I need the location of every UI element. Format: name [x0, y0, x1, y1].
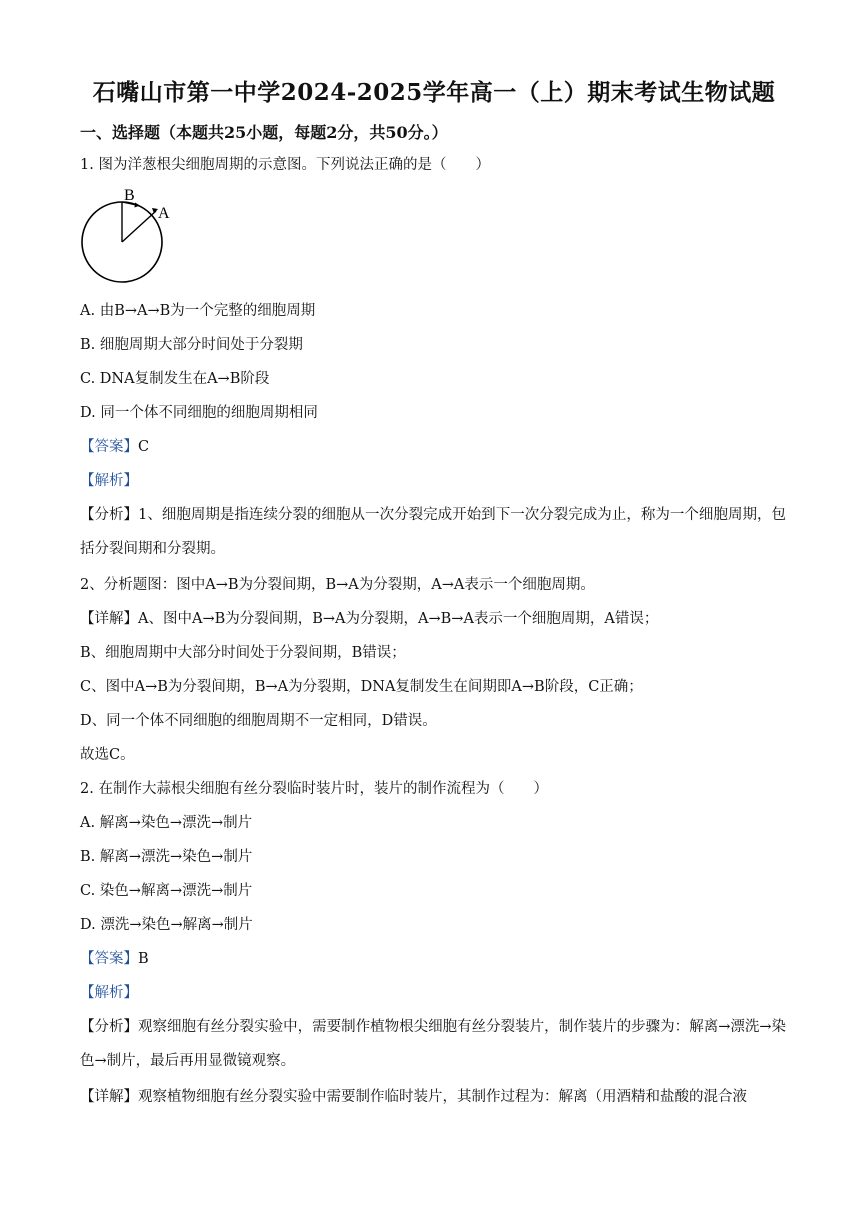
q1-detail-2: B、细胞周期中大部分时间处于分裂间期，B错误； [80, 645, 406, 661]
q1-answer [80, 438, 149, 456]
answer-value: C [138, 439, 150, 455]
q2-detail-1 [80, 1088, 747, 1106]
q2-answer [80, 950, 149, 968]
fenxi-tag: 【分析】 [80, 1019, 139, 1035]
q1-conclusion: 故选C。 [80, 747, 135, 763]
q1-option-a: A. 由B→A→B为一个完整的细胞周期 [80, 303, 316, 319]
q1-stem: 1. 图为洋葱根尖细胞周期的示意图。下列说法正确的是（ ） [80, 157, 490, 173]
section-heading: 一、选择题（本题共25小题，每题2分，共50分。） [80, 123, 448, 142]
q1-analysis-tag [80, 472, 138, 490]
q1-detail-1 [80, 610, 658, 628]
q1-option-d: D. 同一个体不同细胞的细胞周期相同 [80, 405, 318, 421]
cell-cycle-diagram [76, 184, 176, 294]
q1-option-b: B. 细胞周期大部分时间处于分裂期 [80, 337, 303, 353]
answer-tag: 【答案】 [80, 439, 138, 455]
q2-option-d: D. 漂洗→染色→解离→制片 [80, 917, 253, 933]
detail-text: 观察植物细胞有丝分裂实验中需要制作临时装片，其制作过程为：解离（用酒精和盐酸的混合液 [138, 1089, 747, 1105]
detail-tag: 【详解】 [80, 611, 138, 627]
q1-detail-3: C、图中A→B为分裂间期，B→A为分裂期，DNA复制发生在间期即A→B阶段，C正确； [80, 679, 643, 695]
label-a: A [158, 205, 170, 222]
fenxi-text: 观察细胞有丝分裂实验中，需要制作植物根尖细胞有丝分裂装片，制作装片的步骤为：解离→漂洗→染色→制片，最后再用显微镜观察。 [80, 1019, 787, 1069]
analysis-tag: 【解析】 [80, 985, 138, 1001]
radius-a [122, 211, 156, 242]
label-b: B [124, 187, 135, 204]
q1-option-c: C. DNA复制发生在A→B阶段 [80, 371, 270, 387]
q2-option-b: B. 解离→漂洗→染色→制片 [80, 849, 253, 865]
fenxi-text: 1、细胞周期是指连续分裂的细胞从一次分裂完成开始到下一次分裂完成为止，称为一个细胞周期，包括分裂间期和分裂期。 [80, 507, 787, 557]
fenxi-tag: 【分析】 [80, 507, 139, 523]
page-title: 石嘴山市第一中学2024-2025学年高一（上）期末考试生物试题 [92, 79, 776, 106]
q1-fenxi-1 [80, 498, 786, 566]
q2-analysis-tag [80, 984, 138, 1002]
q2-option-c: C. 染色→解离→漂洗→制片 [80, 883, 253, 899]
answer-tag: 【答案】 [80, 951, 138, 967]
answer-value: B [138, 951, 149, 967]
q2-stem: 2. 在制作大蒜根尖细胞有丝分裂临时装片时，装片的制作流程为（ ） [80, 781, 548, 797]
detail-text: A、图中A→B为分裂间期，B→A为分裂期，A→B→A表示一个细胞周期，A错误； [138, 611, 659, 627]
q1-detail-4: D、同一个体不同细胞的细胞周期不一定相同，D错误。 [80, 713, 437, 729]
analysis-tag: 【解析】 [80, 473, 138, 489]
q1-fenxi-2: 2、分析题图：图中A→B为分裂间期，B→A为分裂期，A→A表示一个细胞周期。 [80, 577, 595, 593]
q2-fenxi-1 [80, 1010, 786, 1078]
q2-option-a: A. 解离→染色→漂洗→制片 [80, 815, 253, 831]
detail-tag: 【详解】 [80, 1089, 138, 1105]
